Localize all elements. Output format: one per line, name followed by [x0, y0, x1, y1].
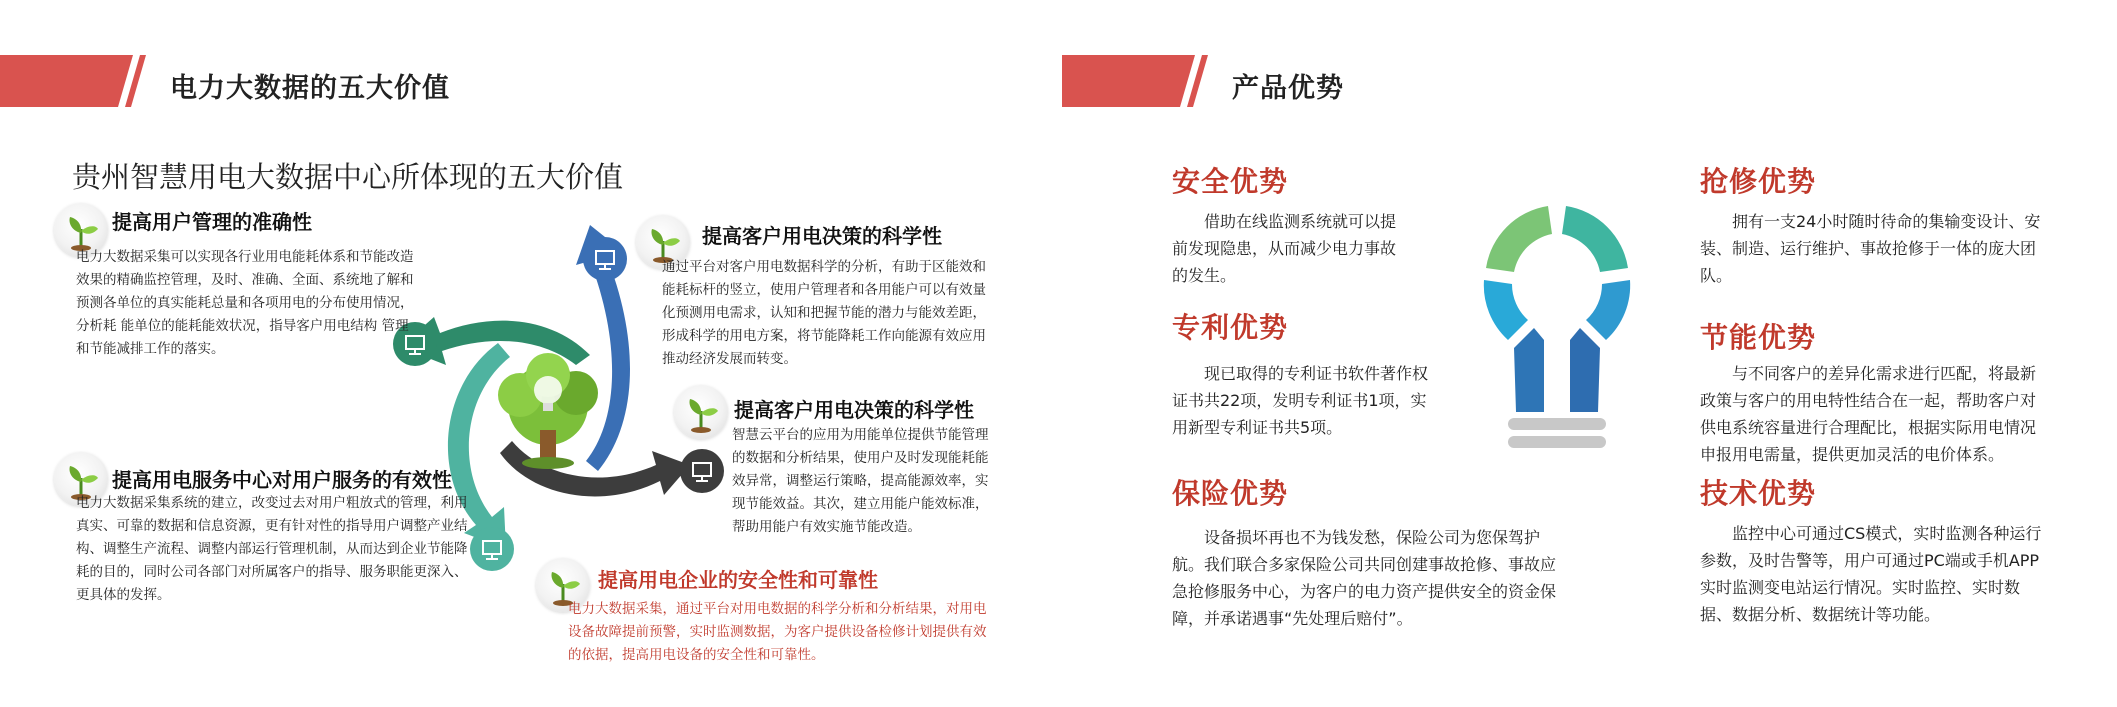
value-item	[702, 220, 942, 249]
value-item	[112, 206, 312, 235]
advantage-item	[1700, 160, 2050, 289]
value-title: 提高客户用电决策的科学性	[734, 398, 974, 422]
value-title: 提高用电服务中心对用户服务的有效性	[112, 468, 452, 492]
advantage-body: 拥有一支24小时随时待命的集输变设计、安装、制造、运行维护、事故抢修于一体的庞大团队。	[1700, 212, 2041, 285]
value-body: 电力大数据采集系统的建立，改变过去对用户粗放式的管理，利用真实、可靠的数据和信息资源，更有针对性的指导用户调整产业结构、调整生产流程、调整内部运行管理机制，从而达到企业节能降耗的目的，同时公司各部门对所属客户的指导、服务职能更深入、更具体的发挥。	[76, 495, 468, 603]
advantage-title: 技术优势	[1700, 477, 1817, 510]
value-body: 电力大数据采集可以实现各行业用电能耗体系和节能改造效果的精确监控管理，及时、准确、全面、系统地了解和预测各单位的真实能耗总量和各项用电的分布使用情况，分析耗 能单位的能耗能效状况，指导客户用电结构 管理和节能减排工作的落实。	[76, 249, 414, 357]
advantage-title: 专利优势	[1172, 311, 1289, 344]
advantage-body: 监控中心可通过CS模式，实时监测各种运行参数，及时告警等，用户可通过PC端或手机APP实时监测变电站运行情况。实时监控、实时数据、数据分析、数据统计等功能。	[1700, 524, 2042, 624]
section-title: 产品优势	[1232, 73, 1344, 104]
advantage-body: 设备损坏再也不为钱发愁，保险公司为您保驾护航。我们联合多家保险公司共同创建事故抢修、事故应急抢修服务中心，为客户的电力资产提供安全的资金保障，并承诺遇事“先处理后赔付”。	[1172, 528, 1557, 628]
value-item	[598, 564, 878, 593]
presentation-icon	[583, 237, 627, 281]
advantage-item	[1172, 306, 1442, 441]
advantage-item	[1172, 472, 1568, 632]
value-body: 智慧云平台的应用为用能单位提供节能管理的数据和分析结果，使用户及时发现能耗能效异常，调整运行策略，提高能源效率，实现节能效益。其次，建立用能户能效标准，帮助用能户有效实施节能改造。	[732, 427, 989, 535]
node-dark	[680, 449, 724, 493]
value-body: 通过平台对客户用电数据科学的分析，有助于区能效和能耗标杆的竖立，使用户管理者和各用能户可以有效量化预测用电需求，认知和把握节能的潜力与能效差距，形成科学的用电方案，将节能降耗工作向能源有效应用推动经济发展而转变。	[662, 259, 986, 367]
node-teal	[470, 527, 514, 571]
node-blue	[583, 237, 627, 281]
advantage-body: 借助在线监测系统就可以提前发现隐患，从而减少电力事故的发生。	[1172, 212, 1397, 285]
value-title: 提高客户用电决策的科学性	[702, 224, 942, 248]
advantage-title: 安全优势	[1172, 165, 1289, 198]
value-body: 电力大数据采集，通过平台对用电数据的科学分析和分析结果，对用电设备故障提前预警，实时监测数据，为客户提供设备检修计划提供有效的依据，提高用电设备的安全性和可靠性。	[568, 601, 987, 663]
presentation-icon	[470, 527, 514, 571]
advantage-title: 保险优势	[1172, 477, 1289, 510]
advantage-item	[1700, 472, 2050, 628]
banner-stripe-right	[1062, 55, 1212, 111]
advantage-item	[1700, 316, 2050, 468]
banner-stripe-left	[0, 55, 150, 111]
advantage-body: 现已取得的专利证书软件著作权证书共22项，发明专利证书1项，实用新型专利证书共5项。	[1172, 364, 1429, 437]
advantage-title: 抢修优势	[1700, 165, 1817, 198]
advantage-body: 与不同客户的差异化需求进行匹配，将最新政策与客户的用电特性结合在一起，帮助客户对供电系统容量进行合理配比，根据实际用电情况申报用电需量，提供更加灵活的电价体系。	[1700, 364, 2037, 464]
presentation-icon	[680, 449, 724, 493]
sprout-icon	[674, 385, 728, 439]
page-subtitle: 贵州智慧用电大数据中心所体现的五大价值	[72, 160, 624, 194]
section-title: 电力大数据的五大价值	[170, 73, 450, 104]
value-item	[112, 464, 452, 493]
value-title: 提高用电企业的安全性和可靠性	[598, 568, 878, 592]
lightbulb-icon	[1470, 200, 1650, 450]
value-item	[734, 394, 974, 423]
value-title: 提高用户管理的准确性	[112, 210, 312, 234]
advantage-title: 节能优势	[1700, 321, 1817, 354]
